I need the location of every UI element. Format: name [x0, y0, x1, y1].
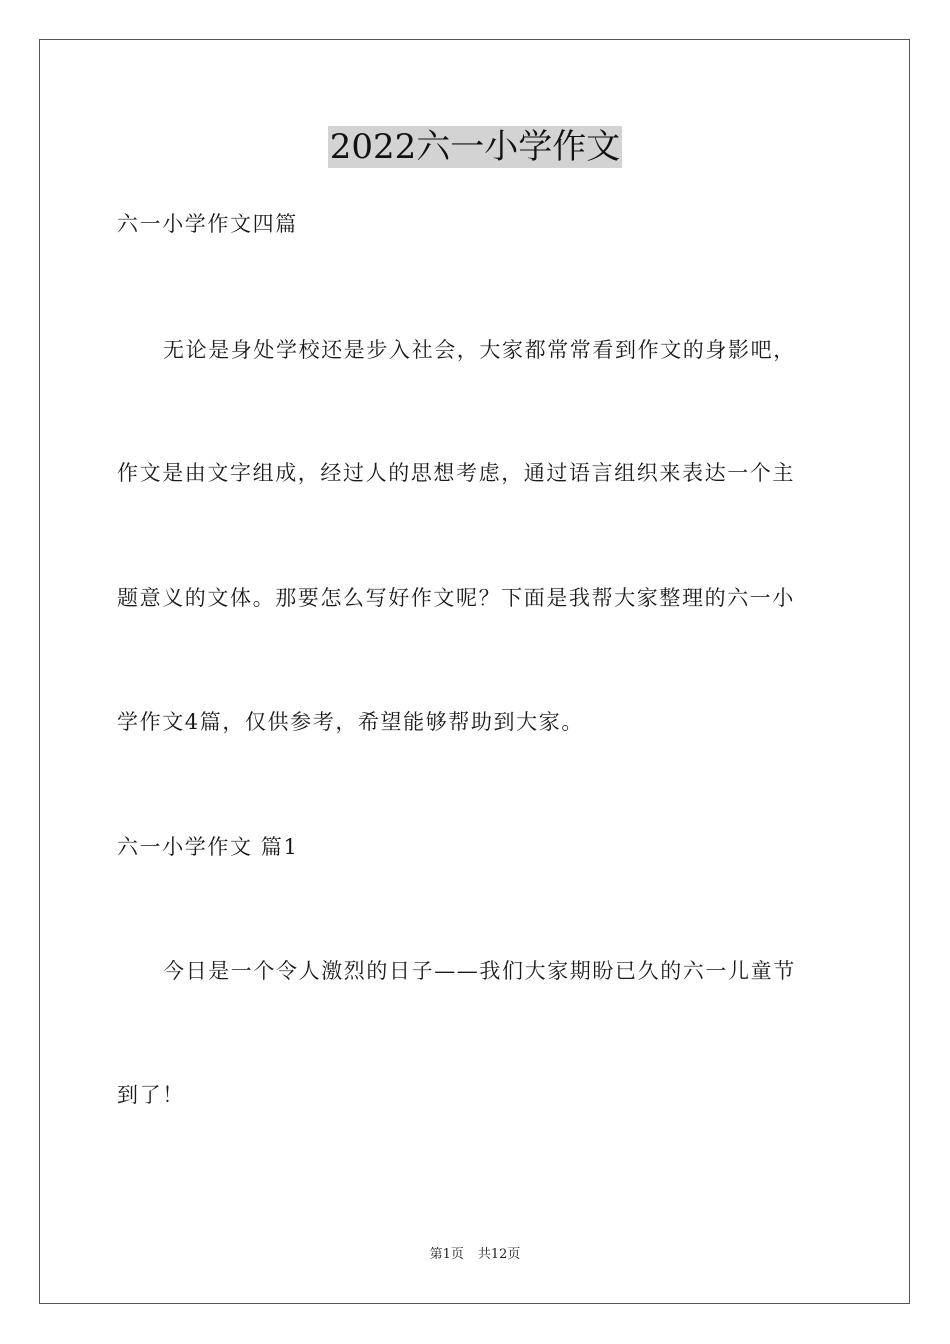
intro-paragraph-line-1: 无论是身处学校还是步入社会，大家都常常看到作文的身影吧， — [163, 338, 796, 362]
page-number-total: 共12页 — [477, 1247, 521, 1262]
section-paragraph-line-2: 到了！ — [117, 1083, 185, 1107]
document-title: 2022六一小学作文 — [329, 127, 621, 167]
subtitle: 六一小学作文四篇 — [117, 212, 298, 236]
page-number-current: 第1页 — [429, 1247, 464, 1262]
intro-paragraph-line-2: 作文是由文字组成，经过人的思想考虑，通过语言组织来表达一个主 — [117, 461, 795, 485]
section-paragraph-line-1: 今日是一个令人激烈的日子——我们大家期盼已久的六一儿童节 — [163, 959, 796, 983]
intro-paragraph-line-3: 题意义的文体。那要怎么写好作文呢？下面是我帮大家整理的六一小 — [117, 586, 795, 610]
page-footer — [0, 1246, 950, 1264]
intro-paragraph-line-4: 学作文4篇，仅供参考，希望能够帮助到大家。 — [117, 710, 584, 734]
title-container — [0, 126, 950, 168]
section-heading: 六一小学作文 篇1 — [117, 835, 299, 859]
